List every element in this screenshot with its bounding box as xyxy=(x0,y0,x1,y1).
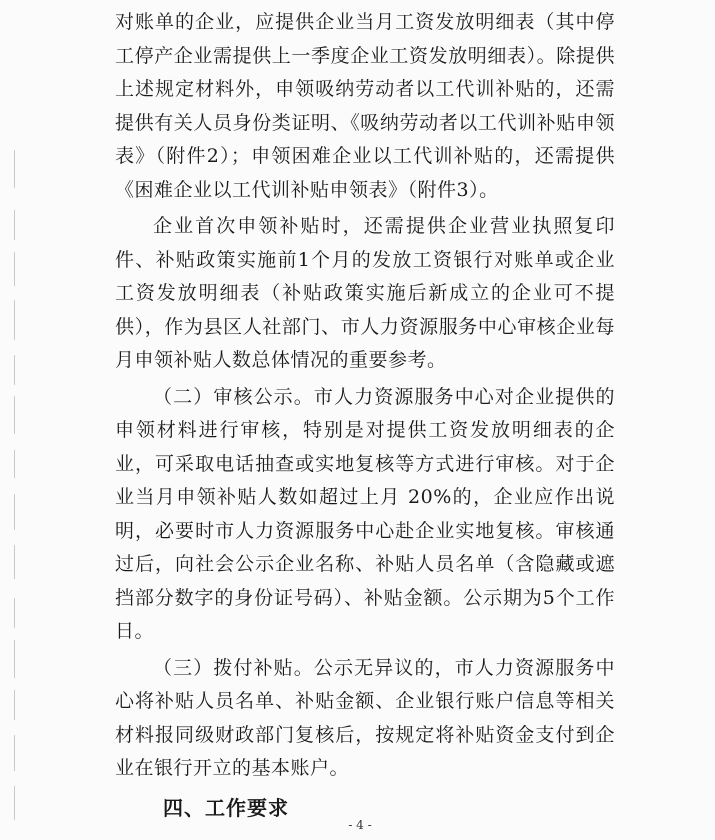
section-heading: 四、工作要求 xyxy=(163,795,289,820)
binding-marks xyxy=(6,0,26,840)
paragraph-subsidy-payment: （三）拨付补贴。公示无异议的，市人力资源服务中心将补贴人员名单、补贴金额、企业银行账户信息等相关材料报同级财政部门复核后，按规定将补贴资金支付到企业在银行开立的基本账户。 xyxy=(115,656,615,779)
paragraph-review-publicity: （二）审核公示。市人力资源服务中心对企业提供的申领材料进行审核，特别是对提供工资发放明细表的企业，可采取电话抽查或实地复核等方式进行审核。对于企业当月申领补贴人数如超过上月 20%的，企业应作出说明，必要时市人力资源服务中心赴企业实地复核。审核通过后，向社会公示企业名称、补贴人员名单（含隐藏或遮挡部分数字的身份证号码）、补贴金额。公示期为5个工作日。 xyxy=(115,385,615,642)
paragraph-first-application: 企业首次申领补贴时，还需提供企业营业执照复印件、补贴政策实施前1个月的发放工资银行对账单或企业工资发放明细表（补贴政策实施后新成立的企业可不提供），作为县区人社部门、市人力资源服务中心审核企业每月申领补贴人数总体情况的重要参考。 xyxy=(115,215,615,371)
page-number-text: - 4 - xyxy=(348,818,372,832)
document-body xyxy=(115,6,615,825)
page-number xyxy=(0,818,715,832)
paragraph-continuation: 对账单的企业，应提供企业当月工资发放明细表（其中停工停产企业需提供上一季度企业工资发放明细表）。除提供上述规定材料外，申领吸纳劳动者以工代训补贴的，还需提供有关人员身份类证明、《吸纳劳动者以工代训补贴申领表》（附件2）；申领困难企业以工代训补贴的，还需提供《困难企业以工代训补贴申领表》（附件3）。 xyxy=(115,11,615,201)
